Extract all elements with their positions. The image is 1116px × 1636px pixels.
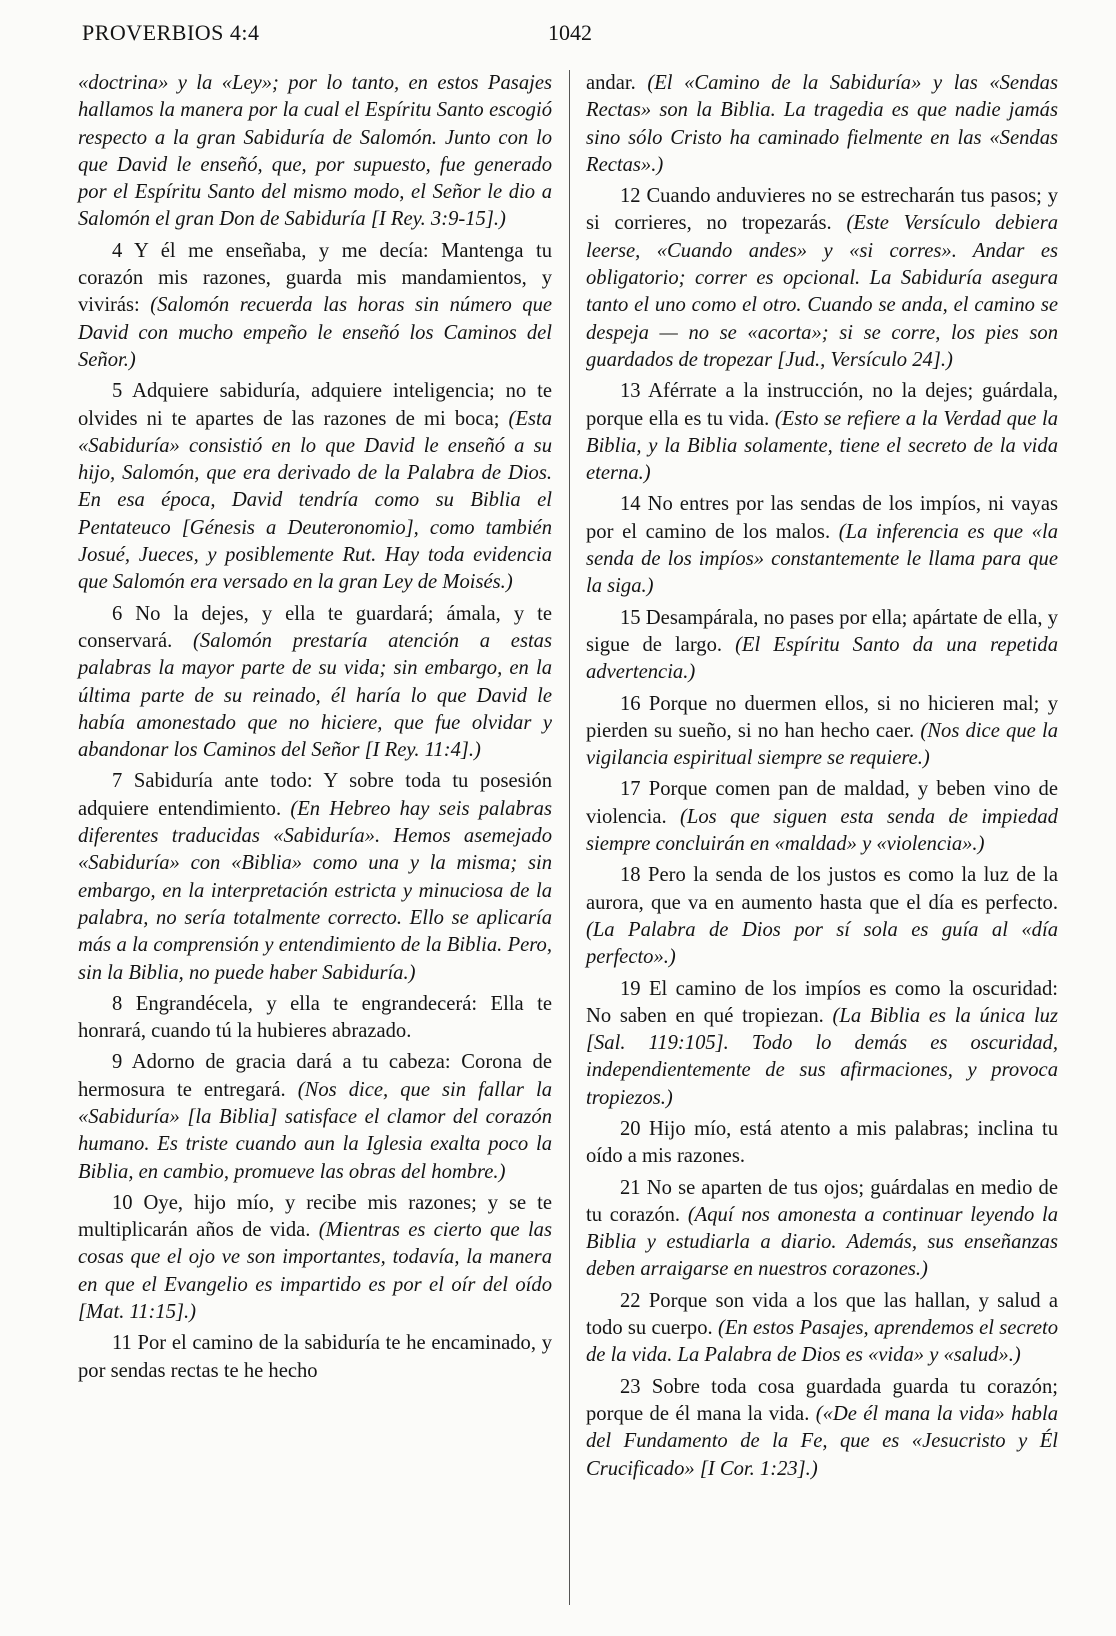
verse-paragraph — [586, 1175, 1058, 1284]
verse-text: 23 Sobre toda cosa guardada guarda tu corazón; porque de él mana la vida. — [586, 1375, 1058, 1425]
commentary-note: («De él mana la vida» habla del Fundamento de la Fe, que es «Jesucristo y Él Crucificado» [I Cor. 1:23].) — [586, 1402, 1058, 1480]
page-number: 1042 — [548, 20, 592, 45]
left-column — [78, 70, 552, 1389]
verse-paragraph — [78, 1190, 552, 1326]
commentary-note: (En Hebreo hay seis palabras diferentes traducidas «Sabiduría». Hemos asemejado «Sabiduría» con «Biblia» como una y la misma; sin embargo, en la interpretación estricta y minuciosa de la palabra, no sería totalmente correcto. Ello se aplicaría más a la comprensión y entendimiento de la Biblia. Pero, sin la Biblia, no puede haber Sabiduría.) — [78, 797, 552, 984]
verse-paragraph — [78, 1330, 552, 1385]
verse-text: 14 No entres por las sendas de los impíos, ni vayas por el camino de los malos. — [586, 493, 1058, 543]
verse-paragraph — [586, 1374, 1058, 1483]
verse-paragraph — [78, 768, 552, 986]
verse-paragraph — [78, 991, 552, 1046]
verse-text: 12 Cuando anduvieres no se estrecharán tus pasos; y si corrieres, no tropezarás. — [586, 185, 1058, 235]
commentary-note: (Esta «Sabiduría» consistió en lo que David le enseñó a su hijo, Salomón, que era derivado de la Palabra de Dios. En esa época, David tendría como su Biblia el Pentateuco [Génesis a Deuteronomio], como también Josué, Jueces, y posiblemente Rut. Hay toda evidencia que Salomón era versado en la gran Ley de Moisés.) — [78, 407, 552, 594]
verse-text: 22 Porque son vida a los que las hallan, y salud a todo su cuerpo. — [586, 1289, 1058, 1340]
commentary-note: (La Palabra de Dios por sí sola es guía al «día perfecto».) — [586, 918, 1058, 969]
verse-paragraph — [586, 605, 1058, 687]
verse-text: 16 Porque no duermen ellos, si no hicieren mal; y pierden su sueño, si no han hecho caer. — [586, 692, 1058, 742]
commentary-note: «doctrina» y la «Ley»; por lo tanto, en estos Pasajes hallamos la manera por la cual el Espíritu Santo escogió respecto a la gran Sabiduría de Salomón. Junto con lo que David le enseñó, que, por supuesto, fue generado por el Espíritu Santo del mismo modo, el Señor le dio a Salomón el gran Don de Sabiduría [I Rey. 3:9-15].) — [78, 72, 552, 231]
verse-text: 10 Oye, hijo mío, y recibe mis razones; y se te multiplicarán años de vida. — [78, 1191, 552, 1242]
commentary-note: (Los que siguen esta senda de impiedad siempre concluirán en «maldad» y «violencia».) — [586, 805, 1058, 856]
verse-paragraph — [78, 601, 552, 765]
commentary-note: (En estos Pasajes, aprendemos el secreto de la vida. La Palabra de Dios es «vida» y «salud».) — [586, 1317, 1058, 1367]
commentary-note: (El Espíritu Santo da una repetida advertencia.) — [586, 633, 1058, 684]
verse-paragraph — [78, 70, 552, 234]
commentary-note: (Salomón recuerda las horas sin número que David con mucho empeño le enseñó los Caminos del Señor.) — [78, 294, 553, 371]
verse-text: 11 Por el camino de la sabiduría te he encaminado, y por sendas rectas te he hecho — [78, 1332, 552, 1382]
right-column — [586, 70, 1058, 1487]
commentary-note: (Mientras es cierto que las cosas que el ojo ve son importantes, todavía, la manera en que el Evangelio es impartido es por el oír del oído [Mat. 11:15].) — [78, 1219, 552, 1324]
commentary-note: (El «Camino de la Sabiduría» y las «Sendas Rectas» son la Biblia. La tragedia es que nadie jamás sino sólo Cristo ha caminado fielmente en las «Sendas Rectas».) — [586, 72, 1058, 176]
commentary-note: (Salomón prestaría atención a estas palabras la mayor parte de su vida; sin embargo, en la última parte de su reinado, él haría lo que David le había amonestado que no hiciere, que fue olvidar y abandonar los Caminos del Señor [I Rey. 11:4].) — [78, 629, 552, 762]
verse-text: 5 Adquiere sabiduría, adquiere inteligencia; no te olvides ni te apartes de las razones de mi boca; — [78, 380, 552, 430]
verse-text: 19 El camino de los impíos es como la oscuridad: No saben en qué tropiezan. — [586, 977, 1058, 1027]
verse-paragraph — [586, 491, 1058, 600]
verse-text: 15 Desampárala, no pases por ella; apártate de ella, y sigue de largo. — [586, 606, 1058, 656]
commentary-note: (Aquí nos amonesta a continuar leyendo la Biblia y estudiarla a diario. Además, sus enseñanzas deben arraigarse en nuestros corazones.) — [586, 1203, 1058, 1281]
page-header — [0, 20, 1116, 56]
verse-paragraph — [586, 183, 1058, 374]
verse-text: 6 No la dejes, y ella te guardará; ámala, y te conservará. — [78, 602, 552, 652]
commentary-note: (La Biblia es la única luz [Sal. 119:105]. Todo lo demás es oscuridad, independientemente de sus afirmaciones, y provoca tropiezos.) — [586, 1004, 1058, 1109]
verse-text: 18 Pero la senda de los justos es como la luz de la aurora, que va en aumento hasta que el día es perfecto. — [586, 864, 1058, 914]
commentary-note: (Nos dice que la vigilancia espiritual siempre se requiere.) — [586, 719, 1058, 770]
verse-paragraph — [586, 976, 1058, 1112]
verse-paragraph — [586, 862, 1058, 971]
verse-text: 17 Porque comen pan de maldad, y beben vino de violencia. — [586, 778, 1058, 828]
verse-paragraph — [586, 1116, 1058, 1171]
commentary-note: (Este Versículo debiera leerse, «Cuando andes» y «si corres». Andar es obligatorio; correr es opcional. La Sabiduría asegura tanto el uno como el otro. Cuando se anda, el camino se despeja — no se «acorta»; si se corre, los pies son guardados de tropezar [Jud., Versículo 24].) — [586, 212, 1058, 371]
commentary-note: (Nos dice, que sin fallar la «Sabiduría» [la Biblia] satisface el clamor del corazón humano. Es triste cuando aun la Iglesia exalta poco la Biblia, en cambio, promueve las obras del hombre.) — [78, 1078, 552, 1183]
column-divider — [569, 70, 570, 1605]
verse-paragraph — [78, 1049, 552, 1185]
verse-text: 21 No se aparten de tus ojos; guárdalas en medio de tu corazón. — [586, 1176, 1058, 1226]
running-head: PROVERBIOS 4:4 — [82, 20, 260, 45]
verse-paragraph — [78, 378, 552, 596]
verse-text: 9 Adorno de gracia dará a tu cabeza: Corona de hermosura te entregará. — [78, 1051, 552, 1101]
verse-paragraph — [586, 1288, 1058, 1370]
verse-paragraph — [78, 238, 552, 374]
verse-text: andar. — [586, 72, 648, 94]
verse-paragraph — [586, 776, 1058, 858]
verse-paragraph — [586, 691, 1058, 773]
verse-text: 7 Sabiduría ante todo: Y sobre toda tu posesión adquiere entendimiento. — [78, 770, 552, 820]
commentary-note: (La inferencia es que «la senda de los impíos» constantemente le llama para que la siga.) — [586, 520, 1058, 598]
verse-text: 8 Engrandécela, y ella te engrandecerá: Ella te honrará, cuando tú la hubieres abrazado. — [78, 992, 552, 1043]
verse-text: 4 Y él me enseñaba, y me decía: Mantenga tu corazón mis razones, guarda mis mandamientos, y vivirás: — [78, 239, 552, 317]
verse-paragraph — [586, 378, 1058, 487]
verse-text: 20 Hijo mío, está atento a mis palabras; inclina tu oído a mis razones. — [586, 1117, 1058, 1168]
verse-text: 13 Aférrate a la instrucción, no la dejes; guárdala, porque ella es tu vida. — [586, 380, 1058, 430]
verse-paragraph — [586, 70, 1058, 179]
commentary-note: (Esto se refiere a la Verdad que la Biblia, y la Biblia solamente, tiene el secreto de la vida eterna.) — [586, 407, 1058, 485]
